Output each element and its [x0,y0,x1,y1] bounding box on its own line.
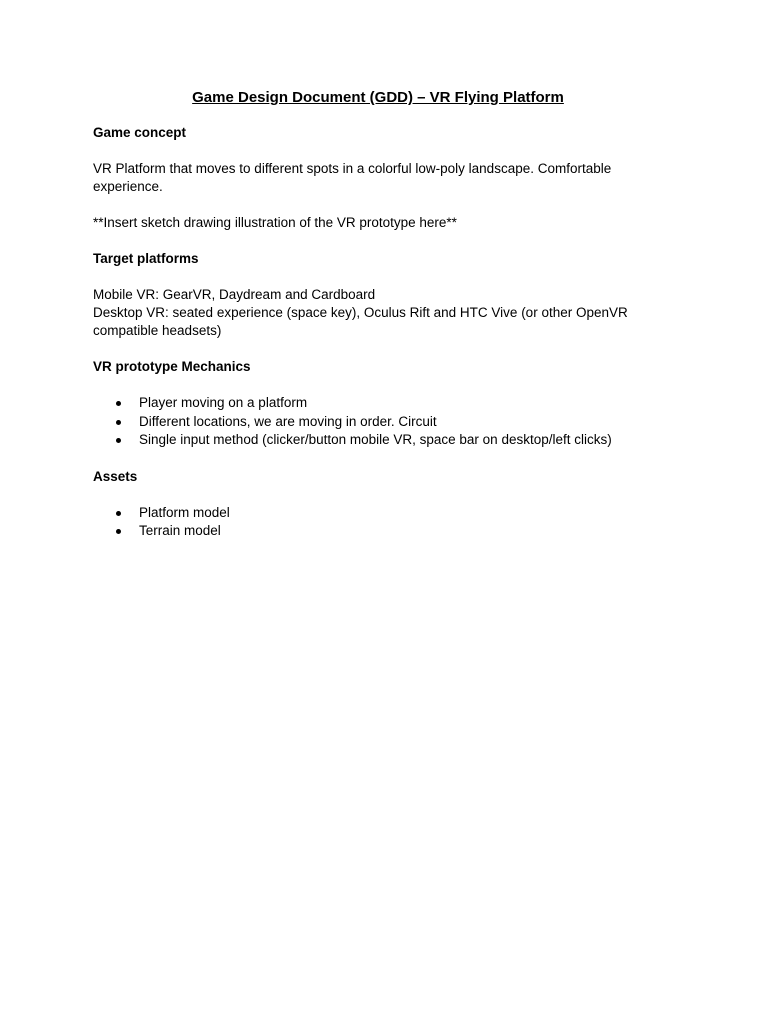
sketch-placeholder-note: **Insert sketch drawing illustration of the VR prototype here** [93,215,457,230]
list-item [93,522,663,541]
list-item-text: Terrain model [139,523,221,538]
section-heading-assets: Assets [93,468,138,484]
bullet-icon [116,401,121,406]
mobile-vr-line: Mobile VR: GearVR, Daydream and Cardboard [93,287,376,302]
list-item-text: Platform model [139,504,230,520]
list-item-text: Player moving on a platform [139,395,308,410]
bullet-icon [116,529,121,534]
desktop-vr-line: Desktop VR: seated experience (space key), Oculus Rift and HTC Vive (or other OpenVR compatible headsets) [93,305,628,338]
list-item [93,394,663,413]
document-page [93,88,663,559]
document-title: Game Design Document (GDD) – VR Flying Platform [192,89,564,106]
game-concept-text: VR Platform that moves to different spots in a colorful low-poly landscape. Comfortable experience. [93,161,612,194]
list-item-text: Different locations, we are moving in order. Circuit [139,413,437,429]
list-item [93,431,663,450]
section-heading-target-platforms: Target platforms [93,251,199,266]
list-item [93,504,663,523]
assets-list [93,504,663,541]
target-platforms-text [93,286,663,340]
mechanics-list [93,394,663,450]
bullet-icon [116,420,121,425]
list-item-text: Single input method (clicker/button mobile VR, space bar on desktop/left clicks) [139,432,612,447]
section-heading-mechanics: VR prototype Mechanics [93,359,251,374]
bullet-icon [116,511,121,516]
section-heading-game-concept: Game concept [93,125,187,140]
list-item [93,413,663,432]
bullet-icon [116,438,121,443]
